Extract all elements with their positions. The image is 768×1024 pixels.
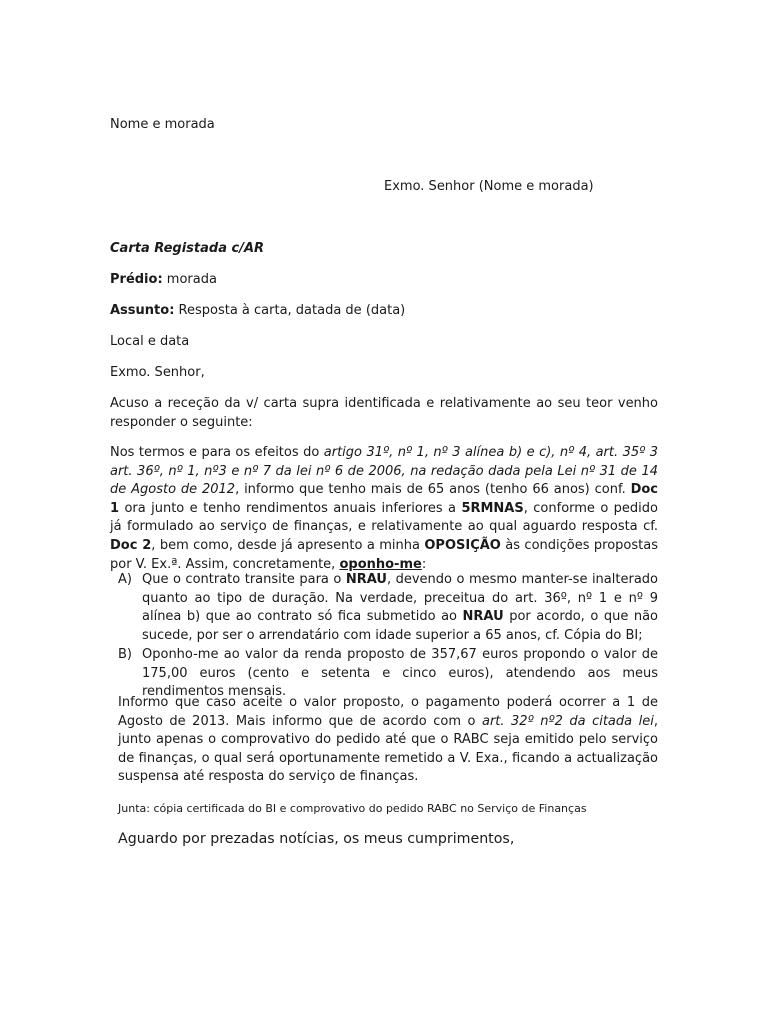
- place-date-line: Local e data: [110, 334, 190, 349]
- p1-text-c: ora junto e tenho rendimentos anuais inferiores a: [119, 500, 462, 516]
- p2-text-a: Informo que caso aceite o valor proposto, o pagamento poderá ocorrer a 1 de Agosto de 2013. Mais informo que de acordo com o: [118, 695, 658, 729]
- p1-text-d: , conforme o pedido já formulado ao serviço de finanças, e relativamente ao qual aguardo resposta cf.: [110, 500, 659, 535]
- law-reference: artigo 31º, nº 1, nº 3 alínea b) e c), nº 4, art. 35º 3 art. 36º, nº 1, nº3 e nº 7 da lei nº 6 de 2006, na redação dada pela Lei nº 31 de 14 de Agosto de 2012: [110, 445, 658, 498]
- list-item-text: [142, 571, 658, 645]
- payment-paragraph: [118, 694, 658, 787]
- item-a-text-b: , devendo o mesmo manter-se inalterado quanto ao tipo de duração. Na verdade, preceitua do art. 36º, nº 1 e nº 9 alínea b) que ao contrato só fica submetido ao: [142, 572, 658, 625]
- registered-label: Carta Registada c/AR: [110, 241, 265, 256]
- nrau-term: NRAU: [345, 572, 387, 587]
- p1-text-e: , bem como, desde já apresento a minha: [151, 537, 425, 553]
- p2-text-b: , junto apenas o comprovativo do pedido até que o RABC seja emitido pelo serviço de finanças, o qual será oportunamente remetido a V. Exa., ficando a actualização suspensa até resposta do serviço de finanças.: [118, 713, 658, 785]
- list-marker: A): [118, 572, 132, 587]
- p1-text-g: :: [421, 556, 427, 572]
- item-a-text-a: Que o contrato transite para o: [142, 572, 346, 587]
- p1-text-b: , informo que tenho mais de 65 anos (tenho 66 anos) conf.: [235, 482, 631, 498]
- terms-paragraph: [110, 444, 658, 574]
- p1-text-a: Nos termos e para os efeitos do: [110, 445, 324, 460]
- item-a-text-c: por acordo, o que não sucede, por ser o arrendatário com idade superior a 65 anos, cf. Cópia do BI;: [142, 609, 659, 643]
- closing-line: Aguardo por prezadas notícias, os meus cumprimentos,: [118, 831, 515, 847]
- law-citation: art. 32º nº2 da citada lei: [481, 713, 654, 729]
- opposition-term: OPOSIÇÃO: [424, 537, 501, 553]
- attachment-note: Junta: cópia certificada do BI e comprovativo do pedido RABC no Serviço de Finanças: [118, 802, 587, 815]
- salutation: Exmo. Senhor,: [110, 365, 205, 380]
- doc2-reference: Doc 2: [110, 537, 152, 553]
- property-line: [110, 271, 658, 290]
- list-item-text: Oponho-me ao valor da renda proposto de 357,67 euros propondo o valor de 175,00 euros (cento e setenta e cinco euros), atendendo aos meus rendimentos mensais.: [142, 647, 658, 700]
- list-marker: B): [118, 647, 132, 662]
- rmnas-term: 5RMNAS: [461, 500, 524, 516]
- doc1-reference: Doc 1: [110, 482, 659, 516]
- registered-mail-line: [110, 240, 658, 259]
- intro-paragraph: Acuso a receção da v/ carta supra identificada e relativamente ao seu teor venho responder o seguinte:: [110, 396, 658, 430]
- property-value: morada: [162, 272, 217, 287]
- list-item: [118, 571, 658, 645]
- sender-line: Nome e morada: [110, 117, 215, 132]
- subject-line: [110, 302, 658, 321]
- p1-text-f: às condições propostas por V. Ex.ª. Assim, concretamente,: [110, 537, 658, 572]
- subject-value: Resposta à carta, datada de (data): [174, 303, 406, 318]
- property-label: Prédio:: [110, 272, 163, 287]
- subject-label: Assunto:: [110, 303, 175, 318]
- recipient-line: Exmo. Senhor (Nome e morada): [384, 179, 594, 194]
- nrau-term: NRAU: [462, 609, 504, 625]
- oppose-term: oponho-me: [339, 556, 422, 572]
